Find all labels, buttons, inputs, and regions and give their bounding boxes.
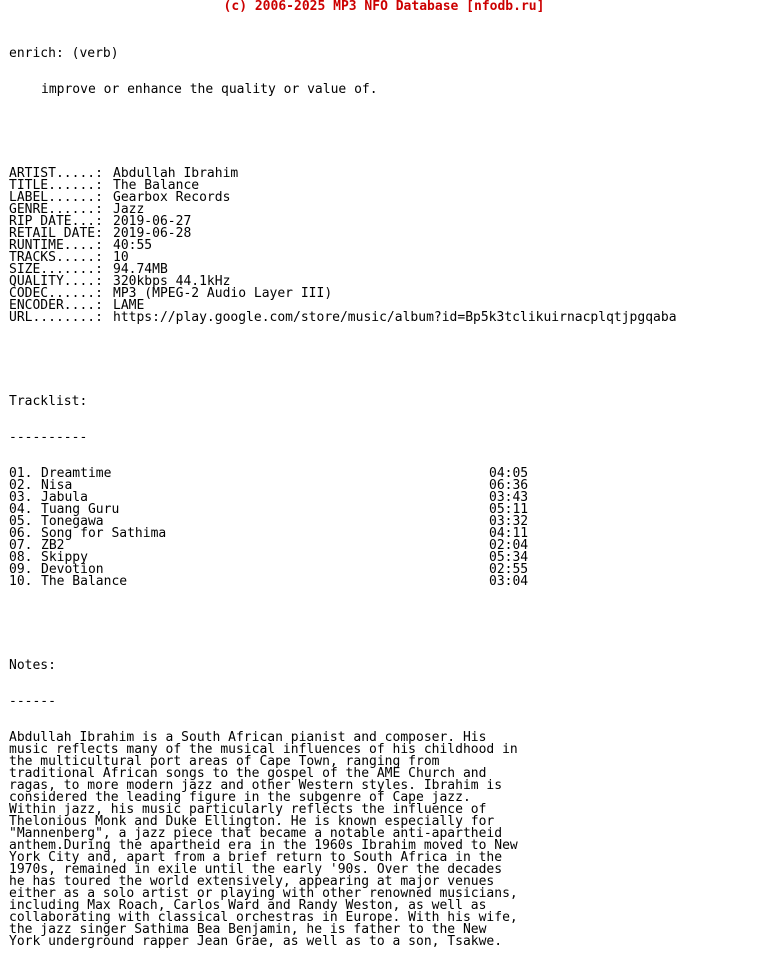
info-field-label: QUALITY....: [9,274,103,289]
info-field-label: RUNTIME....: [9,238,103,253]
notes-underline: ------ [9,694,56,709]
notes-line: Thelonious Monk and Duke Ellington. He is known especially for [9,814,495,829]
track-row [9,468,759,480]
notes-line: 1970s, remained in exile until the early '90s. Over the decades [9,862,503,877]
track-number: 01. [9,466,33,481]
info-field-value: Abdullah Ibrahim [113,166,239,181]
track-duration: 03:04 [489,574,529,589]
notes-body [9,732,759,948]
track-duration: 06:36 [489,478,529,493]
info-field-label: ARTIST.....: [9,166,103,181]
notes-line: Within jazz, his music particularly reflects the influence of [9,802,487,817]
notes-line: Abdullah Ibrahim is a South African pianist and composer. His [9,730,487,745]
info-field-value: 94.74MB [113,262,168,277]
info-field-value: Jazz [113,202,145,217]
info-field-label: RIP DATE...: [9,214,103,229]
blank-line [9,360,759,372]
track-duration: 05:34 [489,550,529,565]
info-field-label: CODEC......: [9,286,103,301]
notes-line: considered the leading figure in the subgenre of Cape jazz. [9,790,471,805]
info-field-value: 40:55 [113,238,153,253]
tracklist-underline: ---------- [9,430,88,445]
notes-line: "Mannenberg", a jazz piece that became a notable anti-apartheid [9,826,503,841]
info-field-value: Gearbox Records [113,190,231,205]
definition-word: enrich: (verb) [9,46,119,61]
track-title: Nisa [41,478,73,493]
track-row [9,528,759,540]
info-field-value: 2019-06-28 [113,226,192,241]
notes-line: collaborating with classical orchestras in Europe. With his wife, [9,910,518,925]
notes-heading: Notes: [9,658,56,673]
track-row [9,576,759,588]
track-number: 07. [9,538,33,553]
nfo-document [9,24,759,960]
info-field-label: RETAIL DATE: [9,226,103,241]
notes-line: either as a solo artist or playing with other renowned musicians, [9,886,518,901]
track-title: Skippy [41,550,88,565]
track-row [9,504,759,516]
track-title: Jabula [41,490,88,505]
info-field-value: The Balance [113,178,200,193]
notes-line: traditional African songs to the gospel of the AME Church and [9,766,487,781]
info-field-label: TITLE......: [9,178,103,193]
release-info [9,168,759,324]
notes-line: anthem.During the apartheid era in the 1960s Ibrahim moved to New [9,838,518,853]
track-row [9,480,759,492]
info-field-label: TRACKS.....: [9,250,103,265]
copyright-banner: (c) 2006-2025 MP3 NFO Database [nfodb.ru] [223,0,545,14]
track-number: 05. [9,514,33,529]
notes-line: including Max Roach, Carlos Ward and Randy Weston, as well as [9,898,487,913]
info-field-value: 320kbps 44.1kHz [113,274,231,289]
blank-line [9,624,759,636]
notes-line: music reflects many of the musical influences of his childhood in [9,742,518,757]
track-duration: 02:04 [489,538,529,553]
track-row [9,552,759,564]
track-number: 04. [9,502,33,517]
definition-meaning: improve or enhance the quality or value of. [41,82,378,97]
info-field [9,312,759,324]
track-title: Tuang Guru [41,502,120,517]
track-number: 08. [9,550,33,565]
track-duration: 04:05 [489,466,529,481]
track-duration: 02:55 [489,562,529,577]
info-field-value: https://play.google.com/store/music/album?id=Bp5k3tclikuirnacplqtjpgqaba [113,310,677,325]
track-number: 09. [9,562,33,577]
notes-line: ragas, to more modern jazz and other Western styles. Ibrahim is [9,778,503,793]
track-title: Devotion [41,562,104,577]
tracklist-heading: Tracklist: [9,394,88,409]
notes-line: York City and, apart from a brief return to South Africa in the [9,850,503,865]
info-field-value: 10 [113,250,129,265]
track-number: 10. [9,574,33,589]
track-duration: 03:43 [489,490,529,505]
info-field-label: GENRE......: [9,202,103,217]
track-row [9,540,759,552]
blank-line [9,120,759,132]
track-duration: 05:11 [489,502,529,517]
track-title: Song for Sathima [41,526,167,541]
info-field-label: ENCODER....: [9,298,103,313]
track-number: 06. [9,526,33,541]
info-field-label: LABEL......: [9,190,103,205]
info-field-value: MP3 (MPEG-2 Audio Layer III) [113,286,333,301]
notes-line: the jazz singer Sathima Bea Benjamin, he is father to the New [9,922,487,937]
track-title: The Balance [41,574,128,589]
track-duration: 04:11 [489,526,529,541]
info-field-value: 2019-06-27 [113,214,192,229]
info-field-label: URL........: [9,310,103,325]
track-title: Dreamtime [41,466,112,481]
notes-line: the multicultural port areas of Cape Town, ranging from [9,754,440,769]
notes-line: York underground rapper Jean Grae, as well as to a son, Tsakwe. [9,934,503,949]
track-number: 03. [9,490,33,505]
track-title: ZB2 [41,538,65,553]
track-title: Tonegawa [41,514,104,529]
tracklist [9,468,759,588]
track-number: 02. [9,478,33,493]
info-field-value: LAME [113,298,145,313]
track-duration: 03:32 [489,514,529,529]
info-field-label: SIZE.......: [9,262,103,277]
track-row [9,492,759,504]
notes-line: he has toured the world extensively, appearing at major venues [9,874,495,889]
